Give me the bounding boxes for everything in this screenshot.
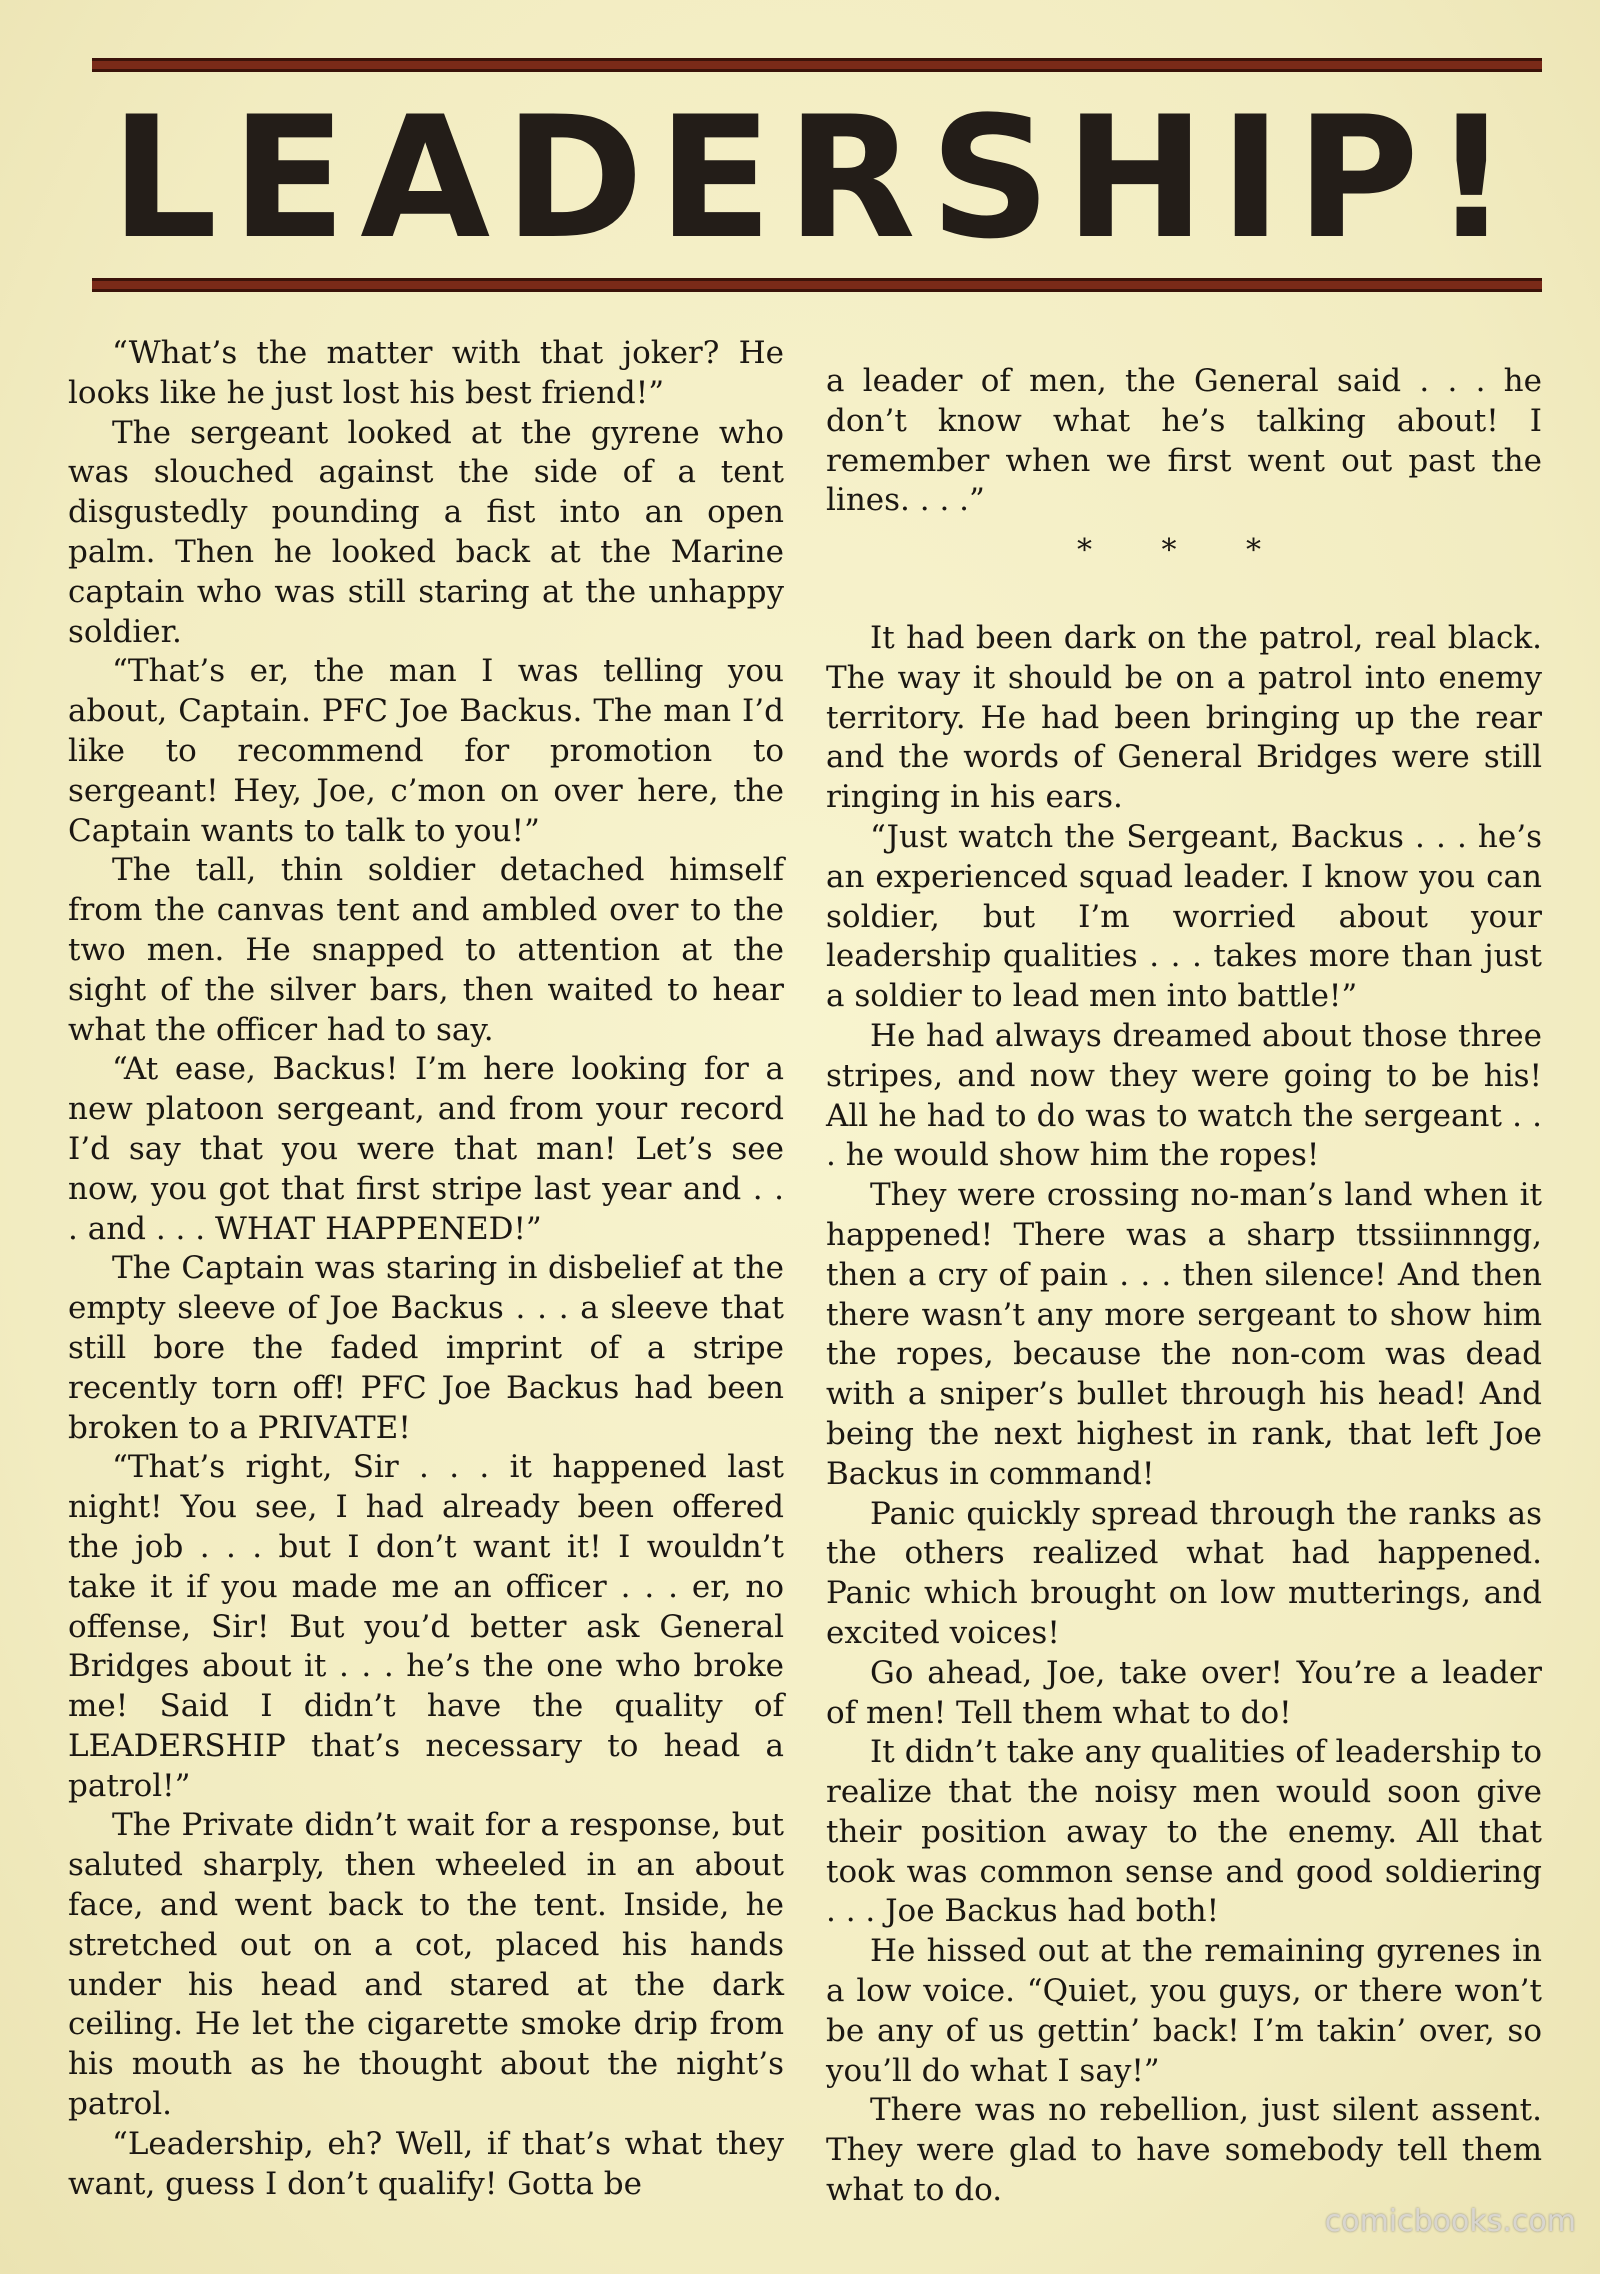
paragraph: The tall, thin soldier detached himself from the canvas tent and ambled over to the two men. He snapped to attention at the sight of the silver bars, then waited to hear what the officer had to say. — [68, 852, 784, 1048]
paragraph: “That’s er, the man I was telling you about, Captain. PFC Joe Backus. The man I’d like to recommend for promotion to sergeant! Hey, Joe, c’mon on over here, the Captain wants to talk to you!” — [68, 653, 784, 849]
left-column — [68, 334, 784, 2204]
paragraph: Go ahead, Joe, take over! You’re a leader of men! Tell them what to do! — [826, 1654, 1542, 1731]
paragraph: He hissed out at the remaining gyrenes in a low voice. “Quiet, you guys, or there won’t be any of us gettin’ back! I’m takin’ over, so you’ll do what I say!” — [826, 1933, 1542, 2089]
paragraph: “That’s right, Sir . . . it happened last night! You see, I had already been offered the job . . . but I don’t want it! I wouldn’t take it if you made me an officer . . . er, no offense, Sir! But you’d better ask General Bridges about it . . . he’s the one who broke me! Said I didn’t have the quality of LEADERSHIP that’s necessary to head a patrol!” — [68, 1449, 784, 1804]
paragraph: There was no rebellion, just silent assent. They were glad to have somebody tell them what to do. — [826, 2092, 1542, 2209]
page-title: LEADERSHIP! — [110, 80, 1524, 276]
paragraph: “Just watch the Sergeant, Backus . . . he’s an experienced squad leader. I know you can soldier, but I’m worried about your leadership qualities . . . takes more than just a soldier to lead men into battle!” — [826, 818, 1542, 1015]
paragraph: Panic quickly spread through the ranks as the others realized what had happened. Panic which brought on low mutterings, and excited voices! — [826, 1495, 1542, 1651]
paragraph: “What’s the matter with that joker? He looks like he just lost his best friend!” — [68, 335, 784, 411]
paragraph: The Captain was staring in disbelief at the empty sleeve of Joe Backus . . . a sleeve that still bore the faded imprint of a stripe recently torn off! PFC Joe Backus had been broken to a PRIVATE! — [68, 1250, 784, 1446]
paragraph: It didn’t take any qualities of leadership to realize that the noisy men would soon give their position away to the enemy. All that took was common sense and good soldiering . . . Joe Backus had both! — [826, 1734, 1542, 1930]
watermark: comicbooks.com — [1324, 2204, 1576, 2239]
paragraph: He had always dreamed about those three stripes, and now they were going to be his! All he had to do was to watch the sergeant . . . he would show him the ropes! — [826, 1017, 1542, 1174]
paragraph: “At ease, Backus! I’m here looking for a new platoon sergeant, and from your record I’d say that you were that man! Let’s see now, you got that first stripe last year and . . . and . . . WHAT HAPPENED!” — [68, 1051, 784, 1247]
paragraph: It had been dark on the patrol, real black. The way it should be on a patrol into enemy territory. He had been bringing up the rear and the words of General Bridges were still ringing in his ears. — [826, 619, 1542, 816]
paragraph: The Private didn’t wait for a response, but saluted sharply, then wheeled in an about face, and went back to the tent. Inside, he stretched out on a cot, placed his hands under his head and stared at the dark ceiling. He let the cigarette smoke drip from his mouth as he thought about the night’s patrol. — [68, 1807, 784, 2123]
bottom-rule — [92, 278, 1542, 292]
section-separator: * * * — [1076, 533, 1292, 569]
top-rule — [92, 58, 1542, 72]
right-column — [826, 362, 1542, 2211]
paragraph: “Leadership, eh? Well, if that’s what they want, guess I don’t qualify! Gotta be — [68, 2125, 784, 2202]
paragraph: The sergeant looked at the gyrene who was slouched against the side of a tent disgustedly pounding a fist into an open palm. Then he looked back at the Marine captain who was still staring at the unhappy soldier. — [68, 414, 784, 650]
paragraph-continuation: a leader of men, the General said . . . he don’t know what he’s talking about! I remember when we first went out past the lines. . . .” — [826, 363, 1542, 519]
paragraph: They were crossing no-man’s land when it happened! There was a sharp ttssiinnngg, then a cry of pain . . . then silence! And then there wasn’t any more sergeant to show him the ropes, because the non-com was dead with a sniper’s bullet through his head! And being the next highest in rank, that left Joe Backus in command! — [826, 1177, 1542, 1492]
